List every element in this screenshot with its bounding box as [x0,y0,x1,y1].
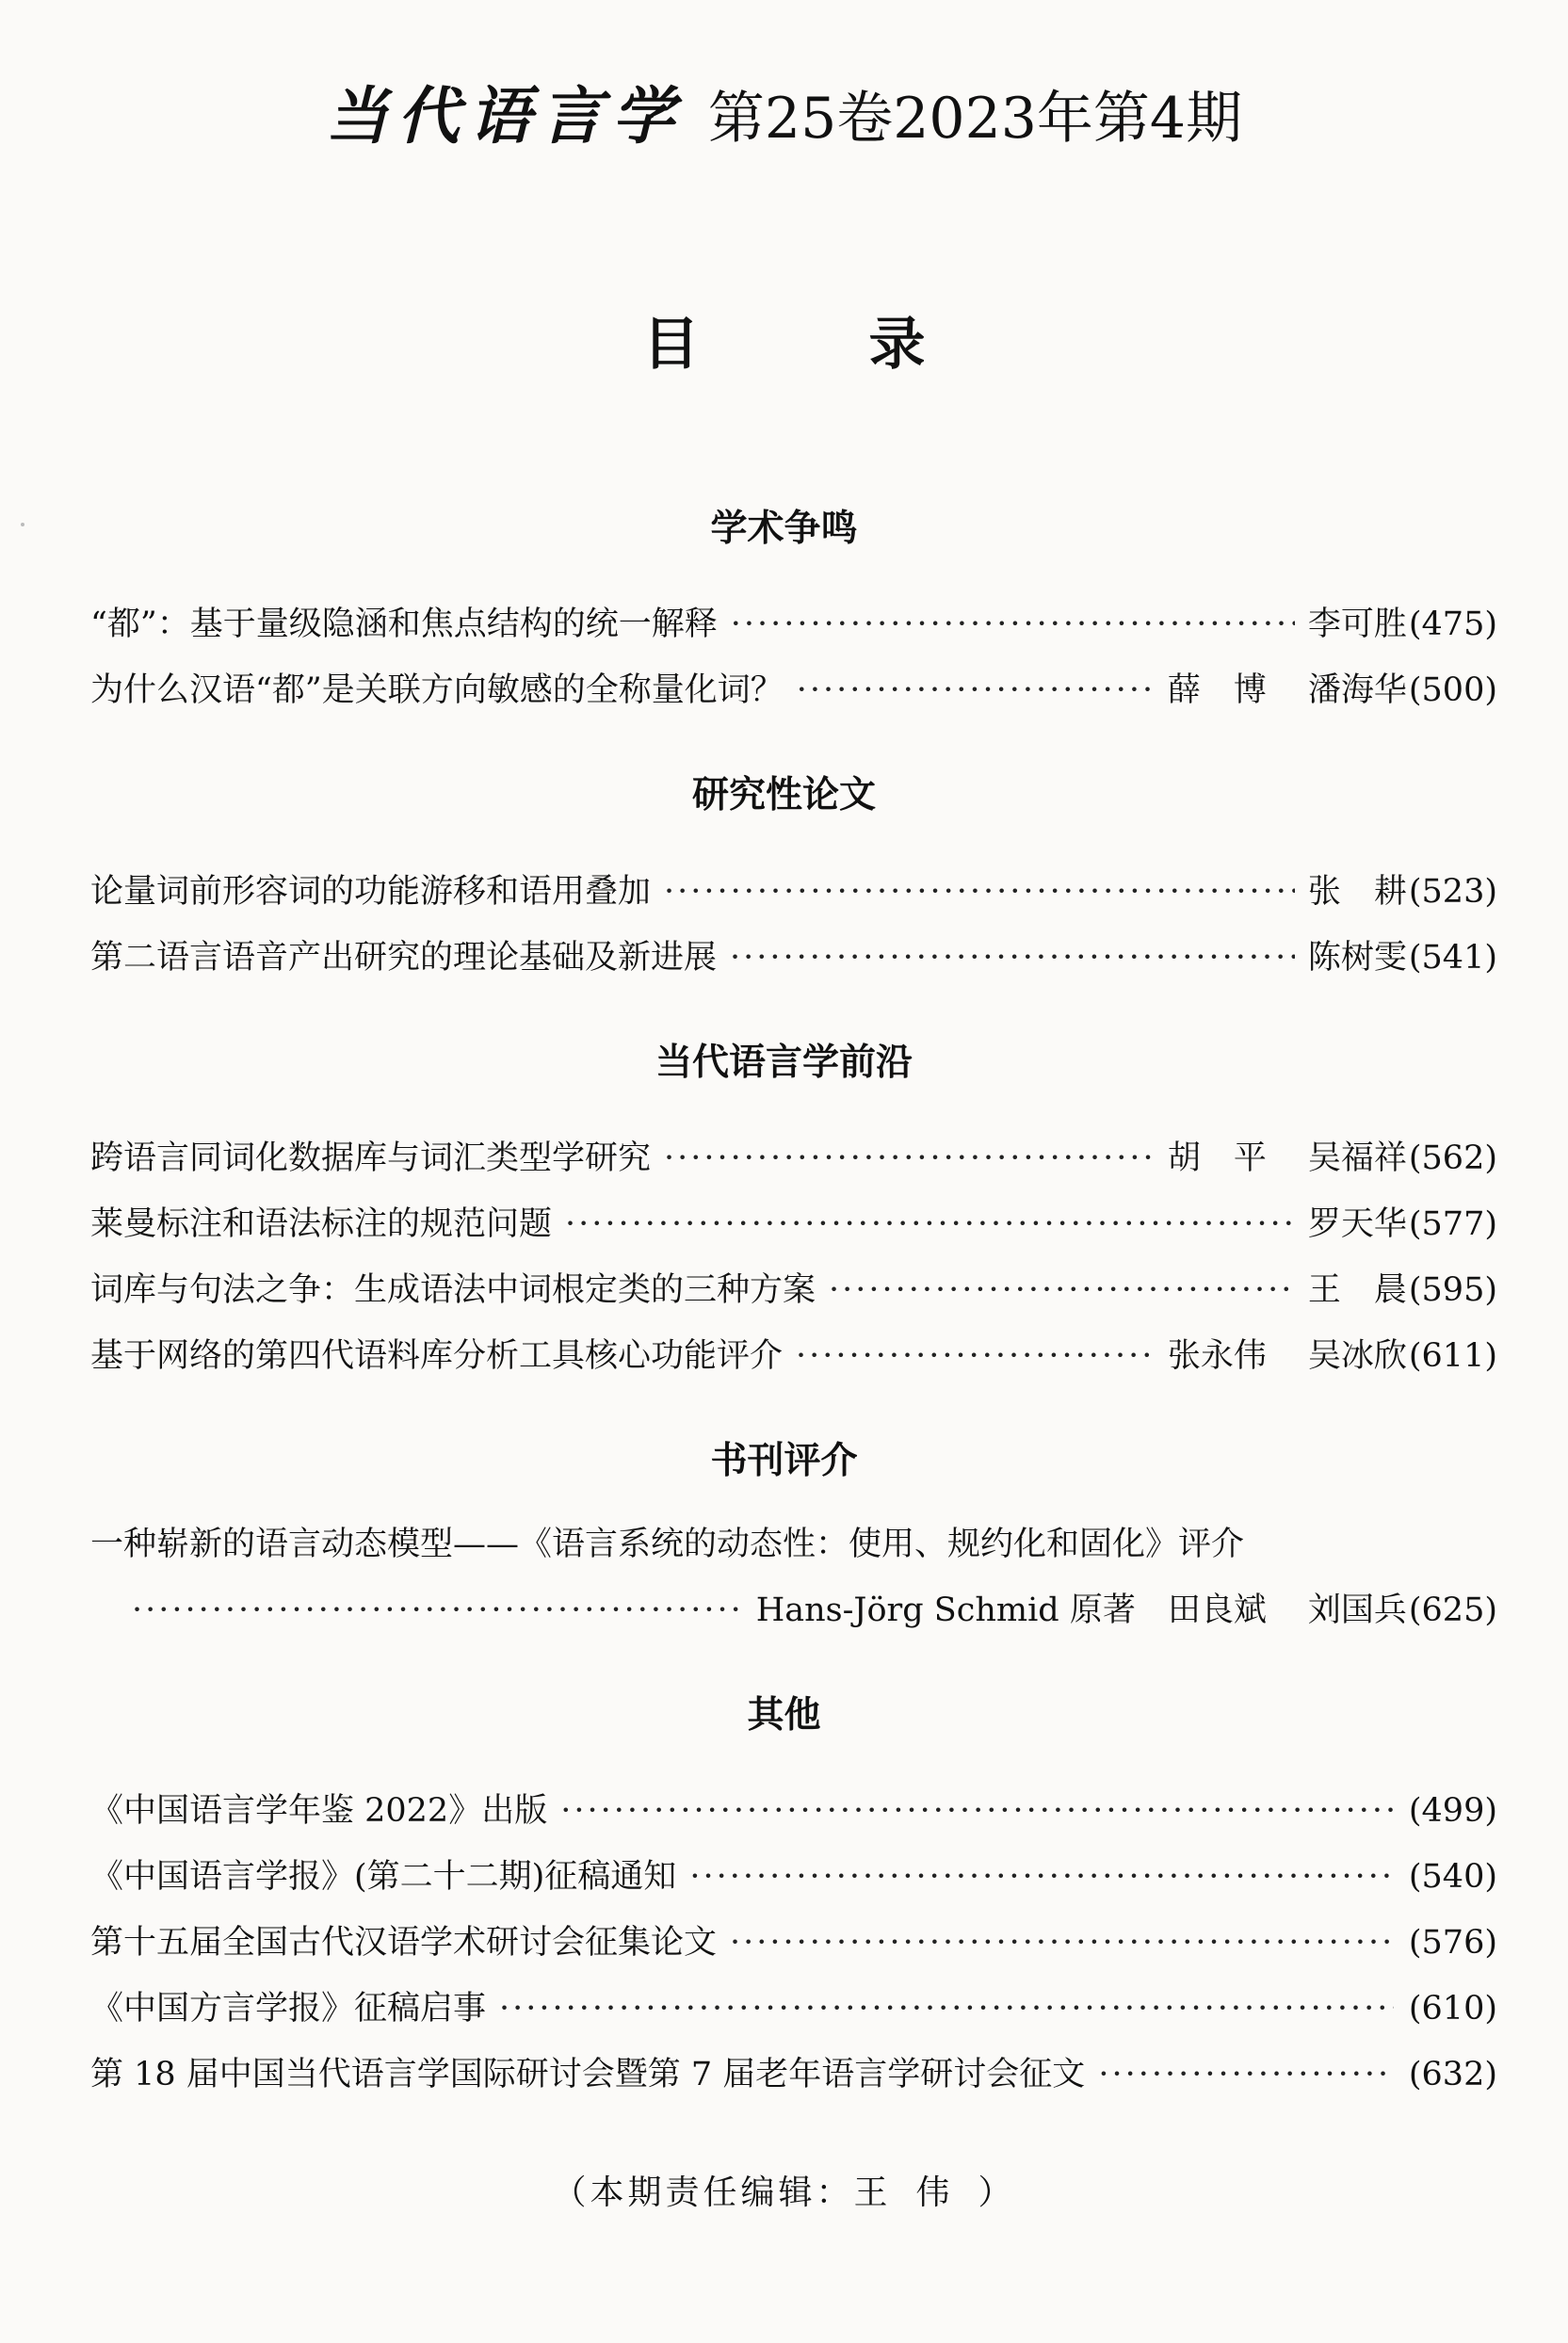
entry-authors: 王 晨 [1307,1271,1407,1309]
section-heading-review: 书刊评介 [710,1440,858,1482]
entry-page: (540) [1408,1858,1497,1896]
toc-entry[interactable] [90,1853,1497,1900]
entry-title: 第 18 届中国当代语言学国际研讨会暨第 7 届老年语言学研讨会征文 [90,2056,1086,2093]
toc-entry[interactable] [90,1787,1497,1834]
toc-entry[interactable] [90,934,1497,981]
journal-header [0,66,1568,155]
entry-page: (499) [1408,1792,1497,1830]
entry-title: 第二语言语音产出研究的理论基础及新进展 [90,939,718,977]
section-heading-debate: 学术争鸣 [710,508,858,550]
entry-page: (625) [1408,1592,1497,1629]
entry-title: 论量词前形容词的功能游移和语用叠加 [90,873,652,911]
entry-page: (611) [1408,1337,1497,1375]
entry-page: (475) [1408,606,1497,643]
entry-authors: Hans-Jörg Schmid 原著 田良斌 刘国兵 [755,1592,1407,1629]
entry-page: (576) [1408,1924,1497,1962]
entry-page: (500) [1408,671,1497,709]
toc-entry[interactable] [90,868,1497,915]
entry-page: (595) [1408,1271,1497,1309]
dot-leader [796,1333,1155,1380]
dot-leader [499,1985,1394,2032]
editor-name: 王伟 [853,2173,978,2212]
entry-title: 《中国语言学报》(第二十二期)征稿通知 [90,1858,677,1896]
toc-title: 目 录 [642,312,982,378]
editor-note-close: ） [978,2173,1016,2212]
toc-entry[interactable] [90,1333,1497,1380]
dot-leader [664,868,1295,915]
toc-entry[interactable] [90,1985,1497,2032]
entry-title: 《中国方言学报》征稿启事 [90,1990,487,2028]
entry-page: (562) [1408,1139,1497,1177]
entry-authors: 张 耕 [1307,873,1407,911]
dot-leader [1098,2051,1394,2098]
dot-leader [565,1201,1295,1248]
entry-title: 基于网络的第四代语料库分析工具核心功能评介 [90,1337,784,1375]
issue-info: 第25卷2023年第4期 [707,86,1243,152]
dot-leader [730,1919,1394,1966]
entry-page: (610) [1408,1990,1497,2028]
dot-leader [132,1587,743,1634]
entry-page: (577) [1408,1205,1497,1243]
toc-entry[interactable] [90,1267,1497,1314]
entry-title: 第十五届全国古代汉语学术研讨会征集论文 [90,1924,718,1962]
entry-authors: 胡 平 吴福祥 [1167,1139,1407,1177]
entry-authors: 李可胜 [1307,606,1407,643]
entry-page: (523) [1408,873,1497,911]
dot-leader [829,1267,1295,1314]
entry-title: 跨语言同词化数据库与词汇类型学研究 [90,1139,652,1177]
section-heading-frontier: 当代语言学前沿 [655,1042,913,1084]
toc-entry[interactable] [90,1919,1497,1966]
toc-entry[interactable] [90,1135,1497,1182]
journal-name: 当代语言学 [325,80,684,153]
section-heading-other: 其他 [747,1694,821,1737]
dot-leader [730,934,1295,981]
dot-leader [664,1135,1155,1182]
entry-authors: 陈树雯 [1307,939,1407,977]
toc-entry[interactable] [90,601,1497,648]
toc-entry[interactable] [90,667,1497,714]
dot-leader [797,667,1155,714]
entry-authors: 罗天华 [1307,1205,1407,1243]
toc-entry[interactable] [90,1201,1497,1248]
section-heading-research: 研究性论文 [691,774,876,816]
scan-speck [21,523,24,526]
entry-title[interactable]: 一种崭新的语言动态模型——《语言系统的动态性：使用、规约化和固化》评介 [90,1526,1245,1563]
entry-page: (632) [1408,2056,1497,2093]
entry-authors: 薛 博 潘海华 [1167,671,1407,709]
entry-page: (541) [1408,939,1497,977]
dot-leader [560,1787,1394,1834]
entry-title: 《中国语言学年鉴 2022》出版 [90,1792,548,1830]
toc-entry-continuation[interactable] [132,1587,1497,1634]
entry-title: 莱曼标注和语法标注的规范问题 [90,1205,553,1243]
dot-leader [689,1853,1394,1900]
entry-title: 词库与句法之争：生成语法中词根定类的三种方案 [90,1271,816,1309]
editor-note-open: （本期责任编辑： [552,2173,854,2212]
editor-note [0,2166,1568,2214]
entry-title: “都”：基于量级隐涵和焦点结构的统一解释 [90,606,718,643]
toc-entry[interactable] [90,2051,1497,2098]
dot-leader [731,601,1295,648]
entry-authors: 张永伟 吴冰欣 [1167,1337,1407,1375]
entry-title: 为什么汉语“都”是关联方向敏感的全称量化词？ [90,671,784,709]
